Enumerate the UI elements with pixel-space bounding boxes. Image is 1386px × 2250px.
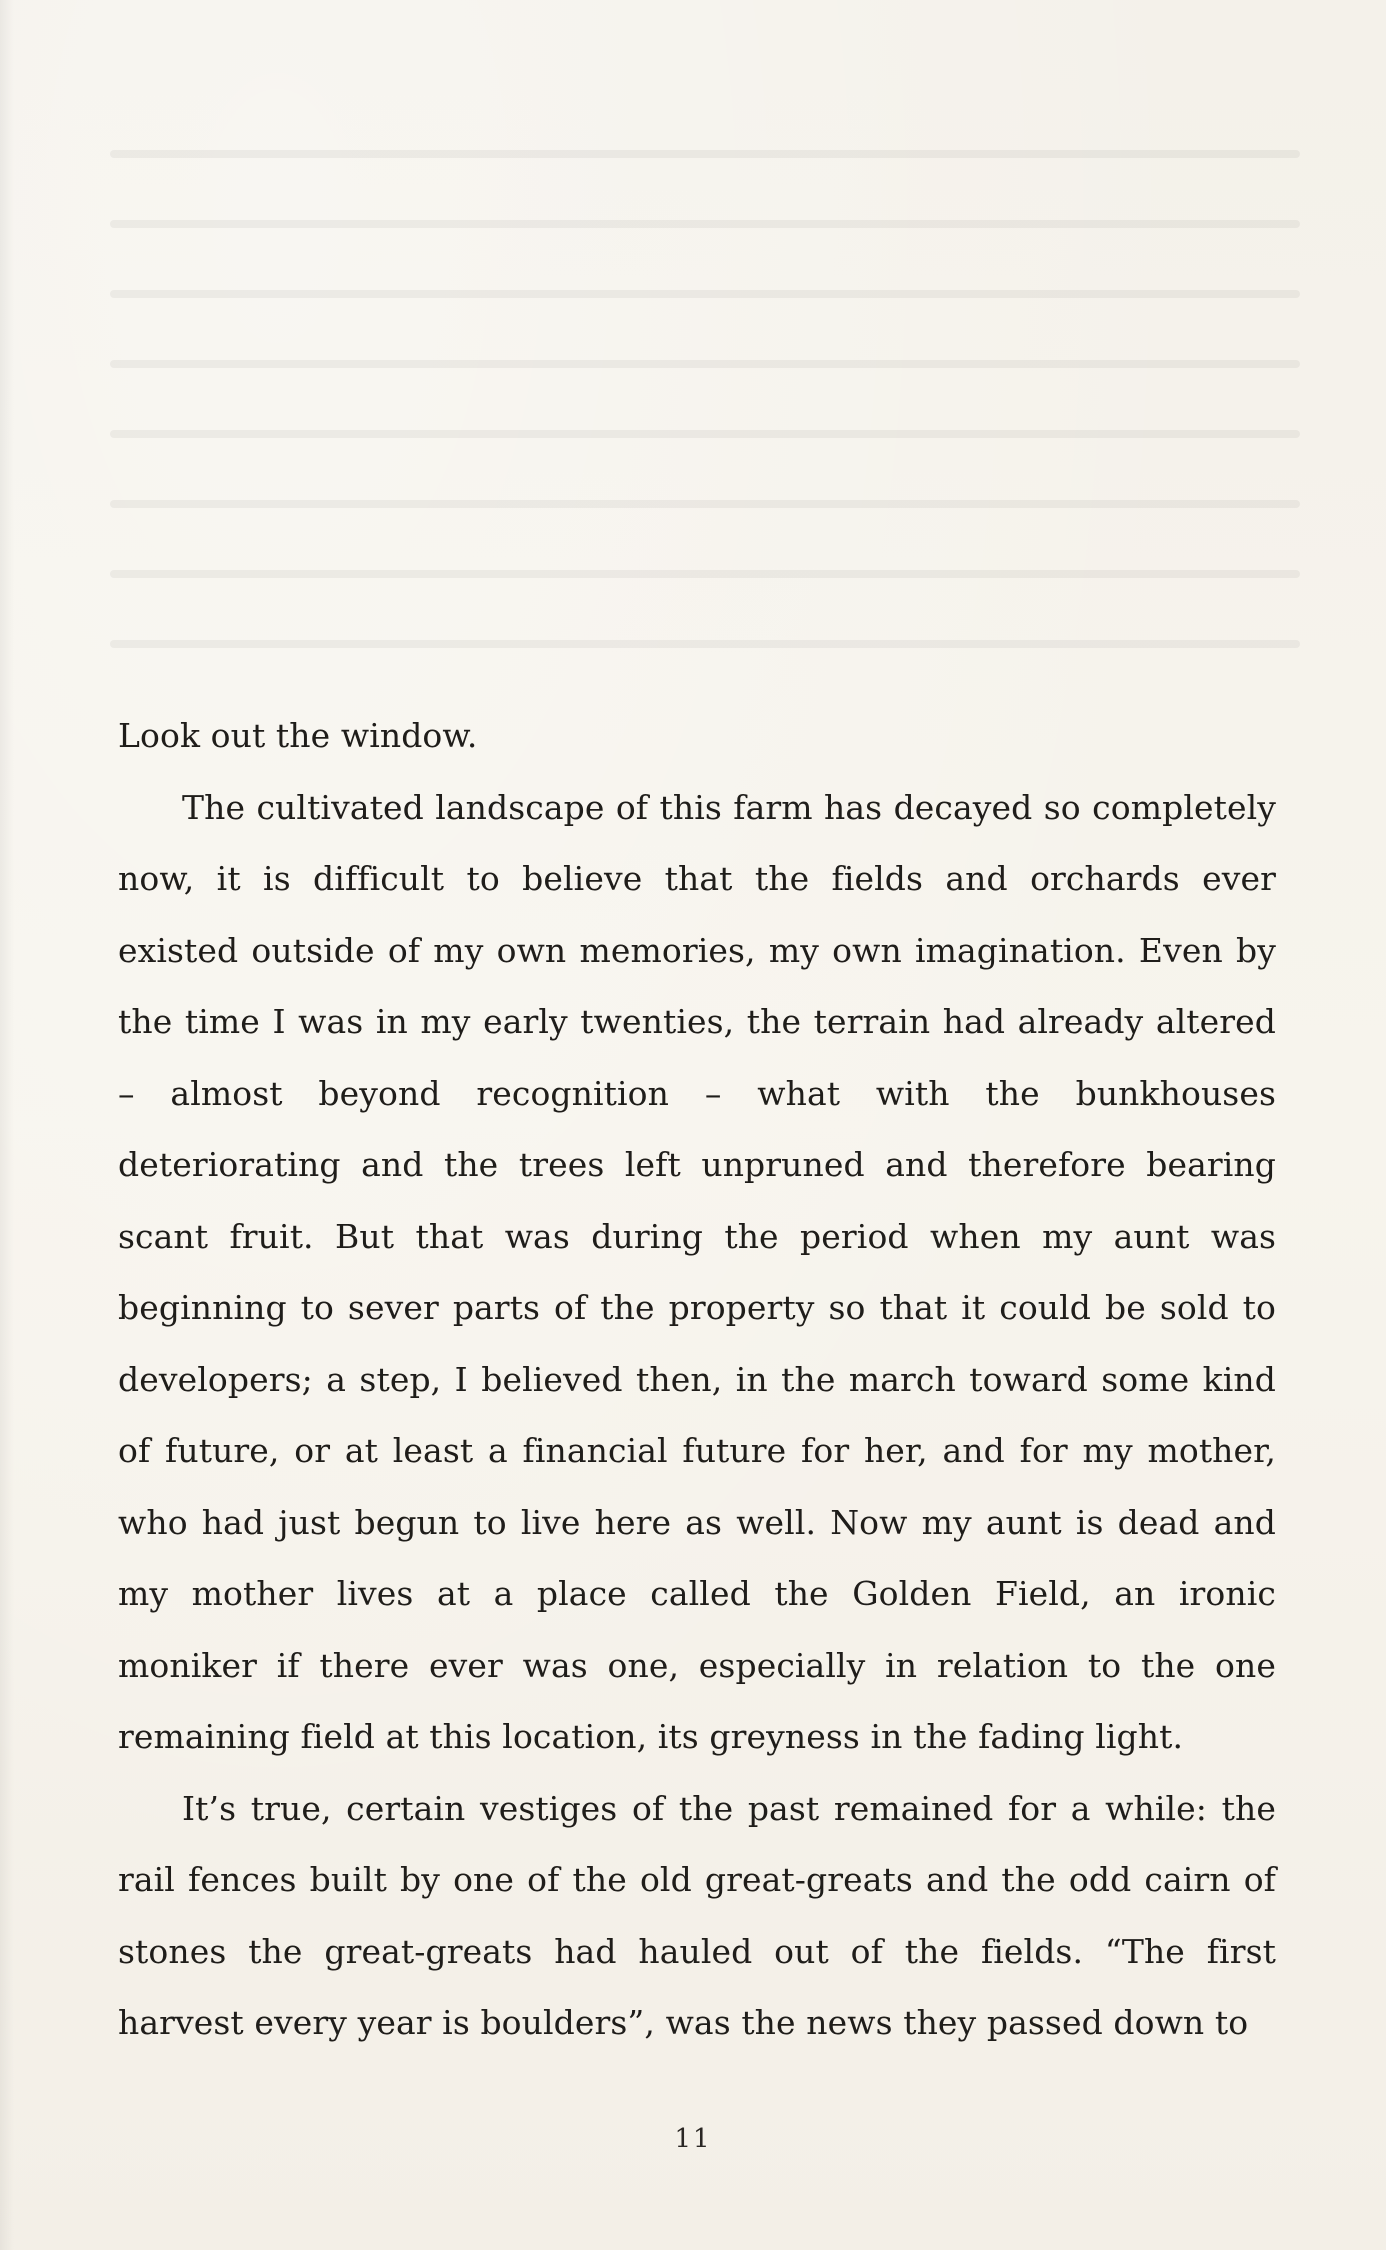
page-number: 11 — [674, 2124, 712, 2154]
page-edge-shadow — [0, 0, 14, 2250]
paragraph-vestiges: It’s true, certain vestiges of the past remained for a while: the rail fences built by one of the old great-greats and the odd cairn of stones the great-greats had hauled out of the fields. “The first harvest every year is boulders”, was the news they passed down to — [118, 1788, 1276, 2042]
paragraph-opening: Look out the window. — [118, 716, 478, 755]
bleed-through-text — [110, 150, 1300, 710]
body-text — [118, 700, 1276, 2059]
paragraph-landscape: The cultivated landscape of this farm has decayed so completely now, it is difficult to believe that the fields and orchards ever existed outside of my own memories, my own imagination. Even by the time I was in my early twenties, the terrain had already altered – almost beyond recognition – what with the bunkhouses deteriorating and the trees left unpruned and therefore bearing scant fruit. But that was during the period when my aunt was beginning to sever parts of the property so that it could be sold to developers; a step, I believed then, in the march toward some kind of future, or at least a financial future for her, and for my mother, who had just begun to live here as well. Now my aunt is dead and my mother lives at a place called the Golden Field, an ironic moniker if there ever was one, especially in relation to the one remaining field at this location, its greyness in the fading light. — [118, 787, 1276, 1756]
